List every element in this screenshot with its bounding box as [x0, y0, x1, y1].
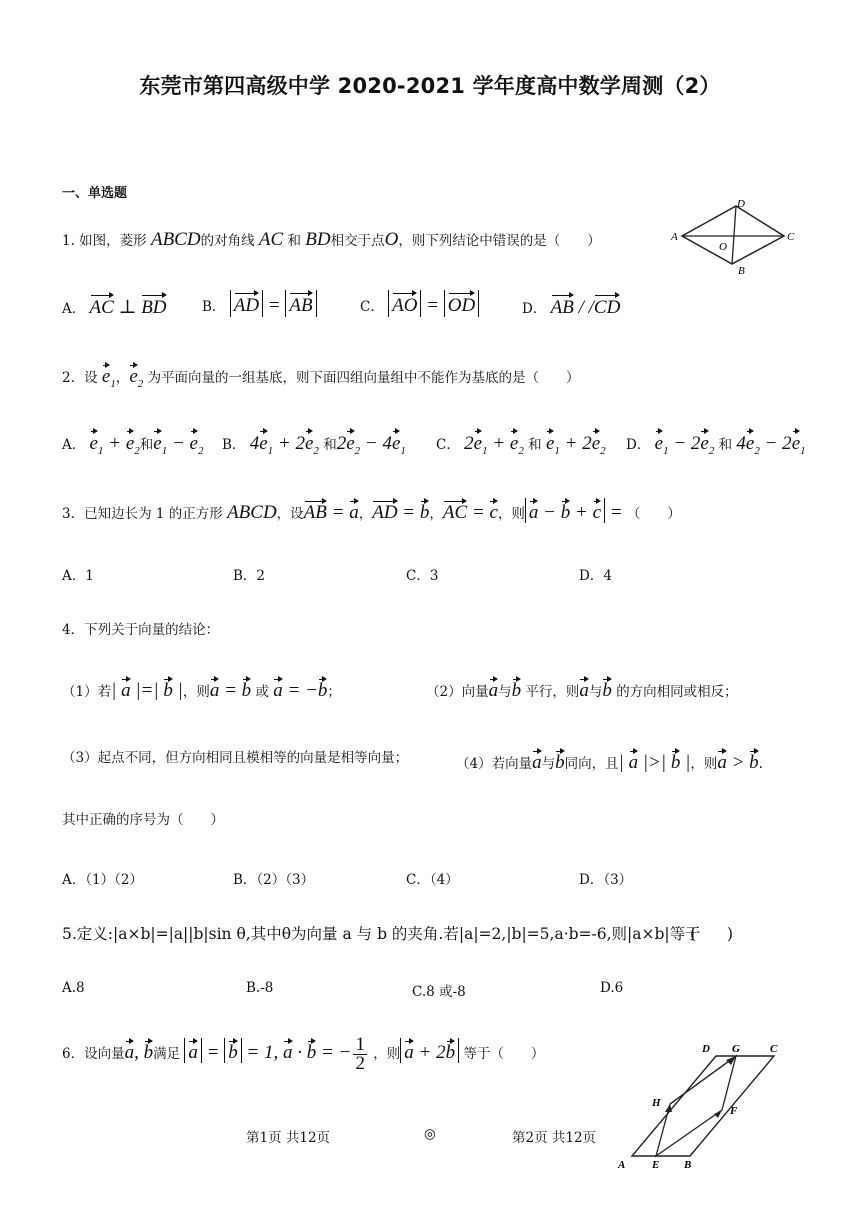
label-h: H	[652, 1097, 661, 1109]
question-3-stem: 3．已知边长为 1 的正方形 ABCD，设AB = a，AD = b，AC = c，则 a − b + c = （ ）	[62, 498, 681, 524]
page-title: 东莞市第四高级中学 2020-2021 学年度高中数学周测（2）	[139, 74, 721, 98]
q4-statement-2: （2）向量a与b 平行，则a与b 的方向相同或相反；	[426, 676, 738, 702]
q4-statement-1: （1）若| a |=| b |，则a = b 或 a = −b；	[62, 676, 341, 702]
footer-page-left: 第1页 共12页	[246, 1130, 331, 1146]
arrow-f	[714, 1110, 722, 1118]
question-6-stem: 6．设向量a, b满足 a = b = 1, a · b = − $\frac{1}{2}$ ，则 a + 2b 等于（ ）	[62, 1034, 545, 1074]
q2-option-b: B． $4e_1 + 2e_2$ 和$2e_2 - 4e_1$	[222, 428, 406, 457]
rhombus-figure	[668, 196, 796, 276]
q4-option-b: B．（2）（3）	[233, 872, 315, 888]
question-5-paren: ( )	[690, 925, 734, 943]
q2-option-a: A． $e_1 + e_2$和$e_1 - e_2$	[62, 428, 203, 457]
diagonal-bd	[732, 206, 736, 264]
q4-statement-3: （3）起点不同，但方向相同且模相等的向量是相等向量；	[62, 750, 409, 766]
inner-quadrilateral	[656, 1056, 736, 1156]
q5-option-a: A.8	[62, 980, 85, 996]
q2-option-d: D． $e_1 - 2e_2$ 和 $4e_2 - 2e_1$	[626, 428, 806, 457]
q4-ask: 其中正确的序号为（ ）	[62, 812, 224, 828]
q4-option-d: D．（3）	[579, 872, 633, 888]
label-a: A	[671, 231, 678, 243]
q5-option-c: C.8 或-8	[412, 984, 466, 1000]
label-c: C	[787, 231, 795, 243]
label-b: B	[738, 265, 745, 276]
label-f: F	[730, 1105, 738, 1117]
segment-hg	[670, 1056, 736, 1104]
q2-option-c: C． $2e_1 + e_2$ 和 $e_1 + 2e_2$	[436, 428, 606, 457]
q4-option-a: A．（1）（2）	[62, 872, 143, 888]
question-2-stem: 2．设 $e_1$，$e_2$ 为平面向量的一组基底，则下面四组向量组中不能作为基底的是（ ）	[62, 362, 580, 394]
q4-statement-4: （4）若向量a与b同向，且| a |>| b |，则a > b.	[456, 748, 763, 774]
label-c: C	[770, 1043, 778, 1055]
question-5-stem: 5.定义:|a×b|=|a||b|sin θ,其中θ为向量 a 与 b 的夹角.若|a|=2,|b|=5,a·b=-6,则|a×b|等于	[62, 925, 701, 943]
footer-page-right: 第2页 共12页	[512, 1130, 597, 1146]
label-d: D	[737, 198, 745, 210]
q4-option-c: C．（4）	[406, 872, 459, 888]
label-o: O	[719, 241, 727, 253]
q5-option-d: D.6	[600, 980, 624, 996]
parallelogram-figure	[612, 1038, 788, 1172]
q3-option-b: B．2	[233, 568, 266, 584]
q3-option-c: C．3	[406, 568, 439, 584]
label-a: A	[618, 1159, 626, 1171]
q1-option-d: D． AB / /CD	[522, 292, 620, 319]
arrow-h	[665, 1104, 672, 1112]
q3-option-d: D．4	[579, 568, 612, 584]
section-heading: 一、单选题	[62, 186, 128, 201]
q5-option-b: B.-8	[246, 980, 274, 996]
label-b: B	[684, 1159, 692, 1171]
question-1-stem: 1. 如图，菱形 ABCD的对角线 AC 和 BD相交于点O，则下列结论中错误的是（ ）	[62, 229, 601, 250]
question-4-stem: 4．下列关于向量的结论：	[62, 622, 220, 638]
label-d: D	[702, 1043, 710, 1055]
label-e: E	[652, 1159, 660, 1171]
q1-option-b: B． AD = AB	[202, 290, 317, 317]
q1-option-a: A． AC ⊥ BD	[62, 292, 167, 319]
footer-separator: ◎	[424, 1126, 436, 1142]
q1-option-c: C． AO = OD	[360, 290, 479, 317]
label-g: G	[732, 1043, 740, 1055]
q3-option-a: A．1	[62, 568, 94, 584]
